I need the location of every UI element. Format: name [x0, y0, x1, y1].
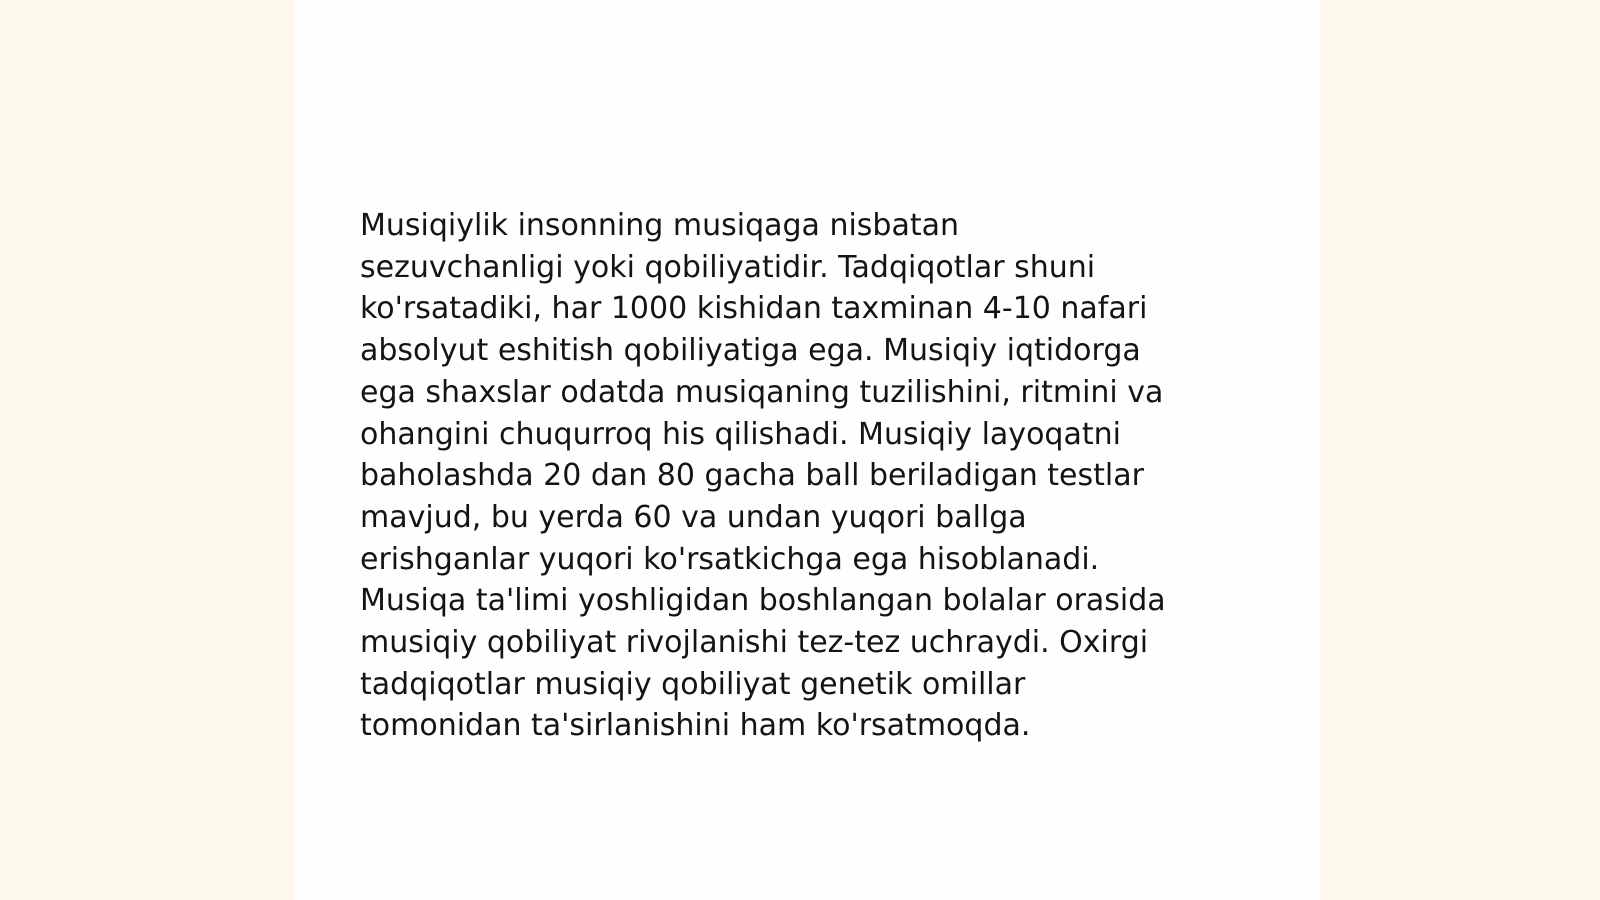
paragraph-line: absolyut eshitish qobiliyatiga ega. Musiqiy iqtidorga	[360, 333, 1141, 369]
paragraph-line: erishganlar yuqori ko'rsatkichga ega hisoblanadi.	[360, 541, 1100, 577]
paragraph-line: mavjud, bu yerda 60 va undan yuqori ballga	[360, 499, 1027, 535]
body-paragraph	[360, 205, 1260, 747]
paragraph-line: tadqiqotlar musiqiy qobiliyat genetik omillar	[360, 666, 1026, 702]
paragraph-line: baholashda 20 dan 80 gacha ball beriladigan testlar	[360, 458, 1144, 494]
paragraph-line: ko'rsatadiki, har 1000 kishidan taxminan 4-10 nafari	[360, 291, 1148, 327]
paragraph-line: musiqiy qobiliyat rivojlanishi tez-tez uchraydi. Oxirgi	[360, 625, 1149, 661]
paragraph-line: tomonidan ta'sirlanishini ham ko'rsatmoqda.	[360, 708, 1031, 744]
paragraph-line: ohangini chuqurroq his qilishadi. Musiqiy layoqatni	[360, 416, 1121, 452]
document-page	[295, 0, 1320, 900]
paragraph-line: Musiqiylik insonning musiqaga nisbatan	[360, 208, 960, 243]
paragraph-line: ega shaxslar odatda musiqaning tuzilishini, ritmini va	[360, 374, 1164, 410]
paragraph-line: Musiqa ta'limi yoshligidan boshlangan bolalar orasida	[360, 583, 1166, 619]
paragraph-line: sezuvchanligi yoki qobiliyatidir. Tadqiqotlar shuni	[360, 249, 1096, 285]
